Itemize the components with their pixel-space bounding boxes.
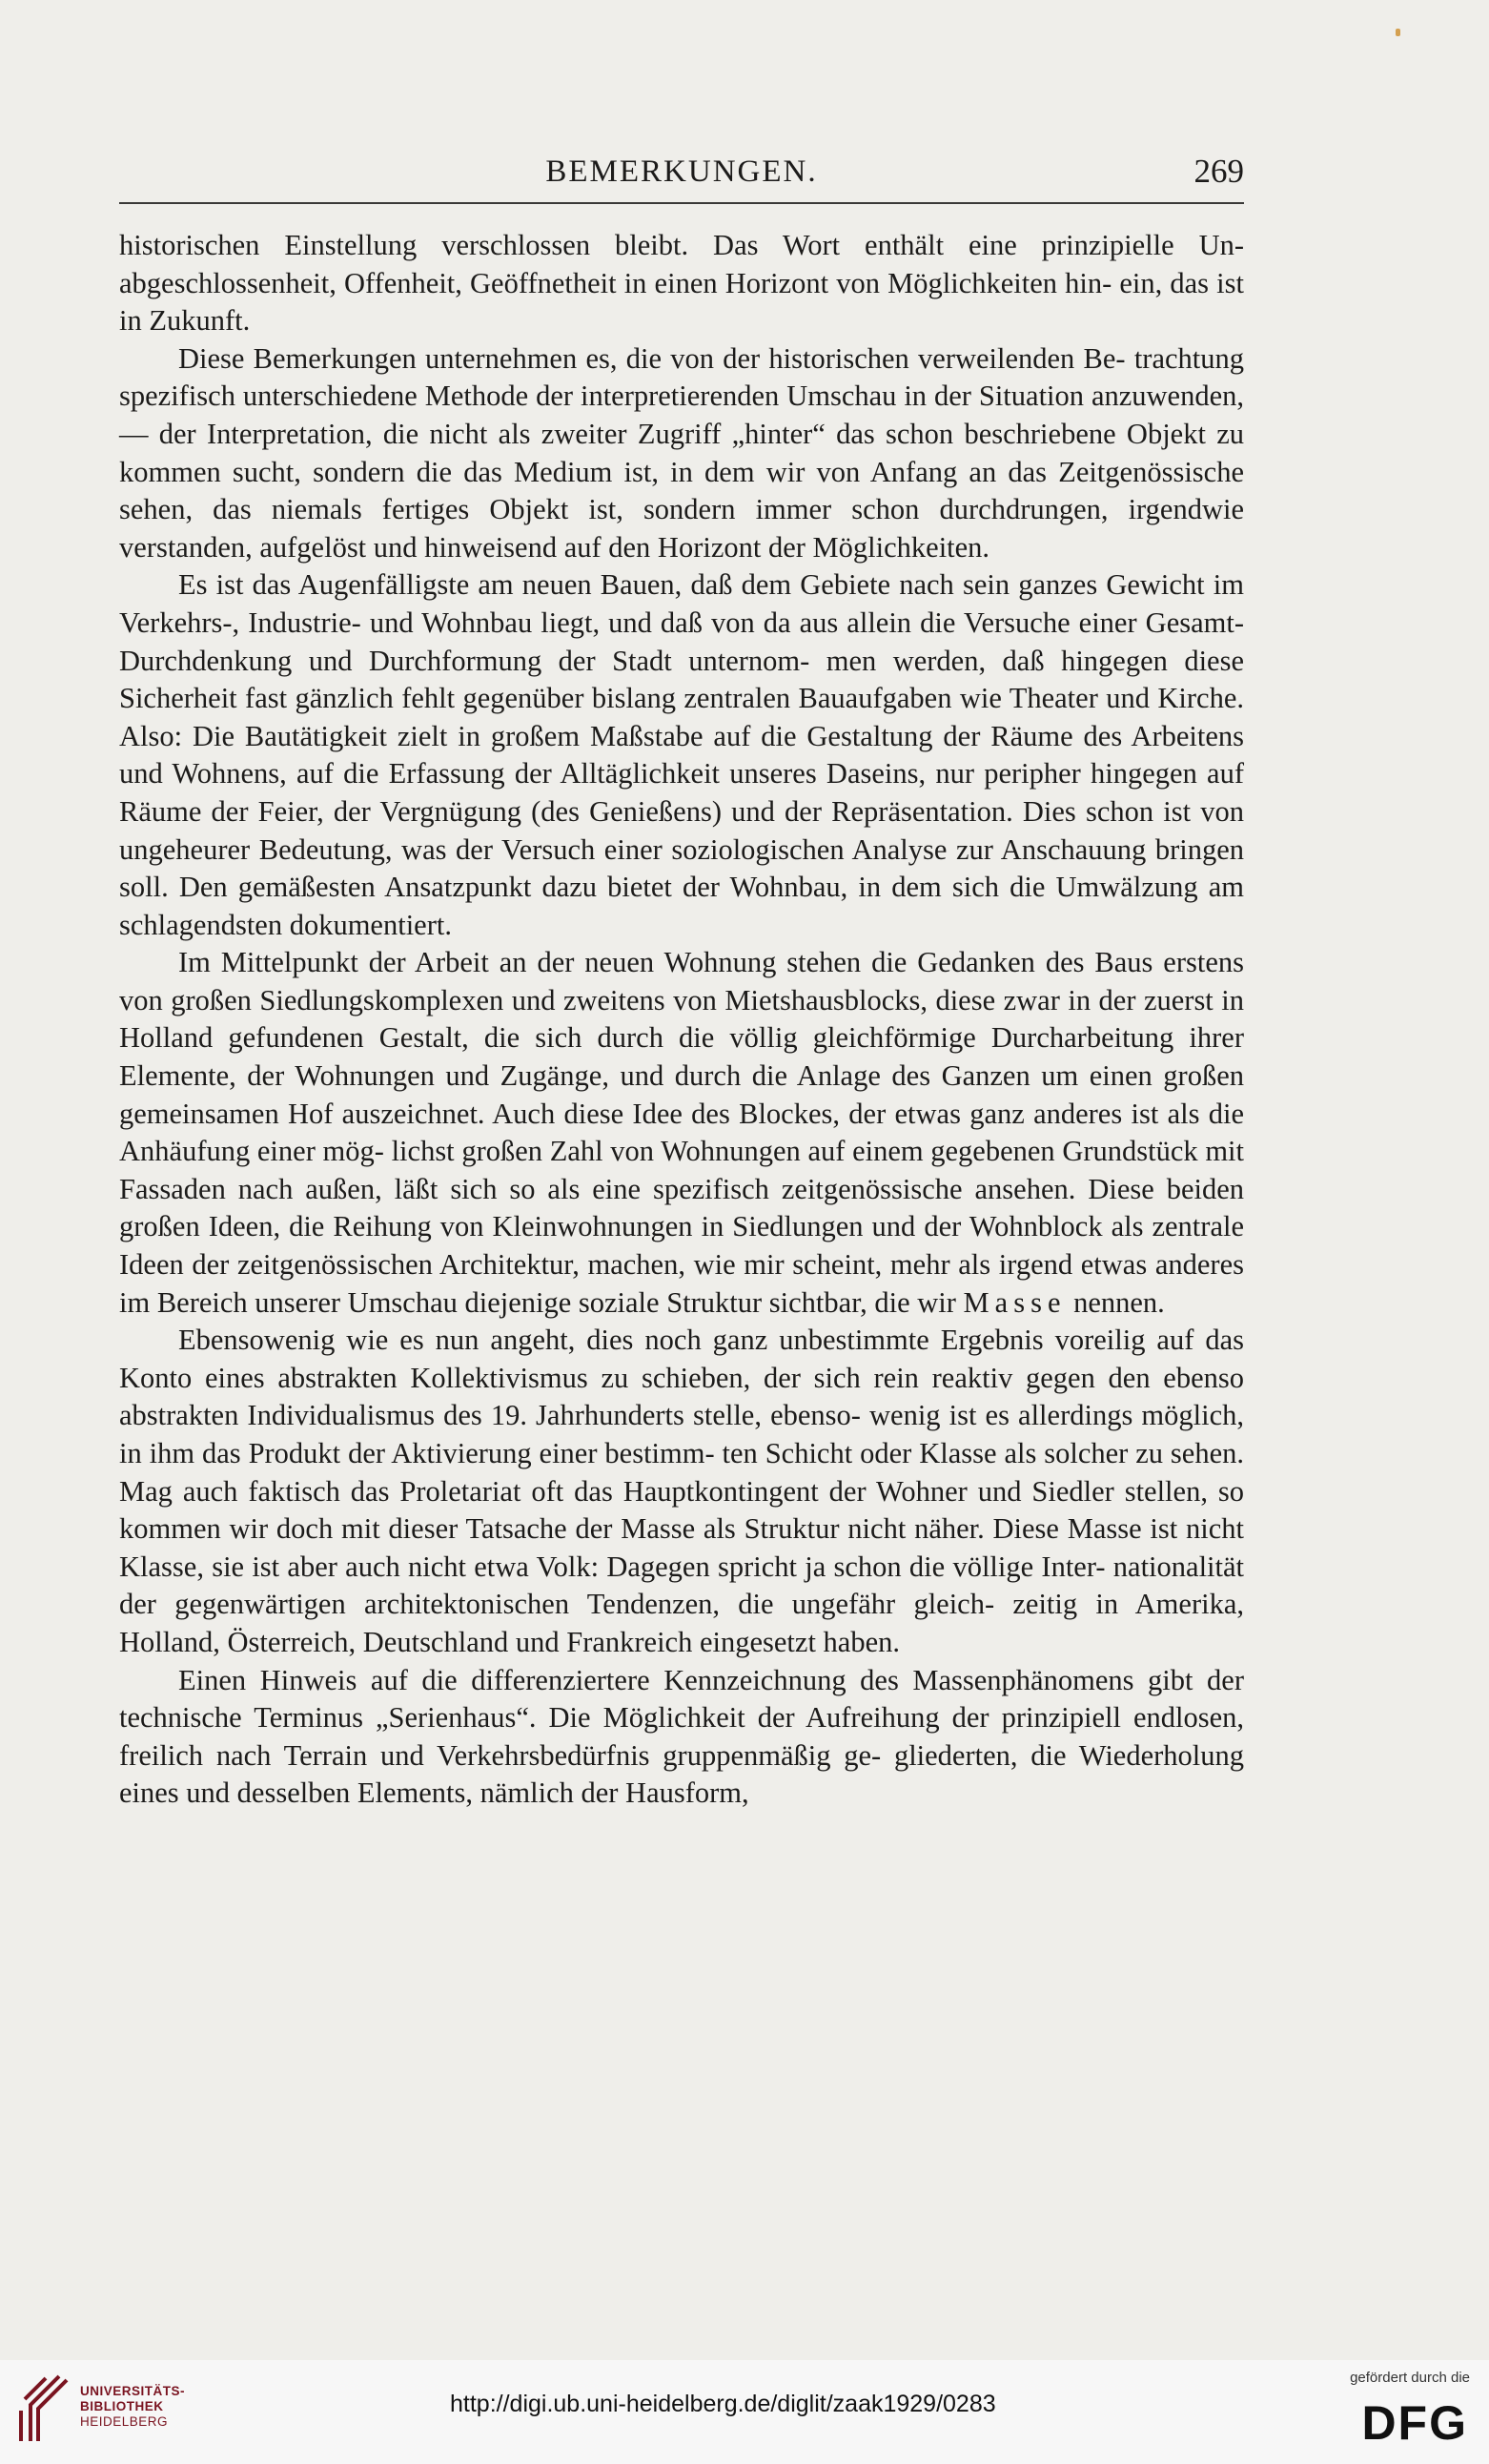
library-name-line-3: HEIDELBERG — [80, 2414, 169, 2429]
dfg-logo: DFG — [1361, 2396, 1468, 2450]
library-name-line-2: BIBLIOTHEK — [80, 2399, 164, 2413]
page-header — [119, 148, 1244, 195]
paragraph-3: Es ist das Augenfälligste am neuen Bauen, daß dem Gebiete nach sein ganzes Gewicht im Verkehrs-, Industrie- und Wohnbau liegt, und daß von da aus allein die Versuche einer Gesamt-Durchdenkung und Durchformung der Stadt unternom- men werden, daß hingegen diese Sicherheit fast gänzlich fehlt gegenüber bislang zentralen Bauaufgaben wie Theater und Kirche. Also: Die Bautätigkeit zielt in großem Maßstabe auf die Gestaltung der Räume des Arbeitens und Wohnens, auf die Erfassung der Alltäglichkeit unseres Daseins, nur peripher hingegen auf Räume der Feier, der Vergnügung (des Genießens) und der Repräsentation. Dies schon ist von ungeheurer Bedeutung, was der Versuch einer soziologischen Analyse zur Anschauung bringen soll. Den gemäßesten Ansatzpunkt dazu bietet der Wohnbau, in dem sich die Umwälzung am schlagendsten dokumentiert. — [119, 568, 1244, 941]
paragraph-4-text: Im Mittelpunkt der Arbeit an der neuen Wohnung stehen die Gedanken des Baus erstens von großen Siedlungskomplexen und zweitens von Mietshausblocks, diese zwar in der zuerst in Holland gefundenen Gestalt, die sich durch die völlig gleichförmige Durcharbeitung ihrer Elemente, der Wohnungen und Zugänge, und durch die Anlage des Ganzen um einen großen gemeinsamen Hof auszeichnet. Auch diese Idee des Blockes, der etwas ganz anderes ist als die Anhäufung einer mög- lichst großen Zahl von Wohnungen auf einem gegebenen Grundstück mit Fassaden nach außen, läßt sich so als eine spezifisch zeitgenössische ansehen. Diese beiden großen Ideen, die Reihung von Kleinwohnungen in Siedlungen und der Wohnblock als zentrale Ideen der zeitgenössischen Architektur, machen, wie mir scheint, mehr als irgend etwas anderes im Bereich unserer Umschau diejenige soziale Struktur sichtbar, die wir — [119, 946, 1244, 1319]
source-url-link[interactable]: http://digi.ub.uni-heidelberg.de/diglit/zaak1929/0283 — [450, 2391, 996, 2417]
body-text — [119, 227, 1244, 1813]
running-head: BEMERKUNGEN. — [545, 154, 818, 189]
scan-speck — [1396, 29, 1400, 36]
header-rule — [119, 202, 1244, 204]
library-logo-icon — [17, 2372, 72, 2445]
paragraph-4 — [119, 944, 1244, 1322]
paragraph-6: Einen Hinweis auf die differenziertere Kennzeichnung des Massenphänomens gibt der technische Terminus „Serienhaus“. Die Möglichkeit der Aufreihung der prinzipiell endlosen, freilich nach Terrain und Verkehrsbedürfnis gruppenmäßig ge- gliederten, die Wiederholung eines und desselben Elements, nämlich der Hausform, — [119, 1663, 1244, 1810]
funded-by-label: gefördert durch die — [1350, 2370, 1470, 2386]
paragraph-2: Diese Bemerkungen unternehmen es, die von der historischen verweilenden Be- trachtung spezifisch unterschiedene Methode der interpretierenden Umschau in der Situation anzuwenden, — der Interpretation, die nicht als zweiter Zugriff „hinter“ das schon beschriebene Objekt zu kommen sucht, sondern die das Medium ist, in dem wir von Anfang an das Zeitgenössische sehen, das niemals fertiges Objekt ist, sondern immer schon durchdrungen, irgendwie verstanden, aufgelöst und hinweisend auf den Horizont der Möglichkeiten. — [119, 341, 1244, 564]
paragraph-4-tail: nennen. — [1066, 1285, 1165, 1319]
paragraph-1: historischen Einstellung verschlossen bleibt. Das Wort enthält eine prinzipielle Un- abgeschlossenheit, Offenheit, Geöffnetheit in einen Horizont von Möglichkeiten hin- ein, das ist in Zukunft. — [119, 229, 1244, 338]
paragraph-5: Ebensowenig wie es nun angeht, dies noch ganz unbestimmte Ergebnis voreilig auf das Konto eines abstrakten Kollektivismus zu schieben, der sich rein reaktiv gegen den ebenso abstrakten Individualismus des 19. Jahrhunderts stelle, ebenso- wenig ist es allerdings möglich, in ihm das Produkt der Aktivierung einer bestimm- ten Schicht oder Klasse als solcher zu sehen. Mag auch faktisch das Proletariat oft das Hauptkontingent der Wohner und Siedler stellen, so kommen wir doch mit dieser Tatsache der Masse als Struktur nicht näher. Diese Masse ist nicht Klasse, sie ist aber auch nicht etwa Volk: Dagegen spricht ja schon die völlige Inter- nationalität der gegenwärtigen architektonischen Tendenzen, die ungefähr gleich- zeitig in Amerika, Holland, Österreich, Deutschland und Frankreich eingesetzt haben. — [119, 1324, 1244, 1658]
library-name-line-1: UNIVERSITÄTS- — [80, 2384, 186, 2398]
page-number: 269 — [1193, 153, 1244, 190]
emphasis-masse: Masse — [963, 1285, 1067, 1319]
library-name — [80, 2384, 185, 2430]
